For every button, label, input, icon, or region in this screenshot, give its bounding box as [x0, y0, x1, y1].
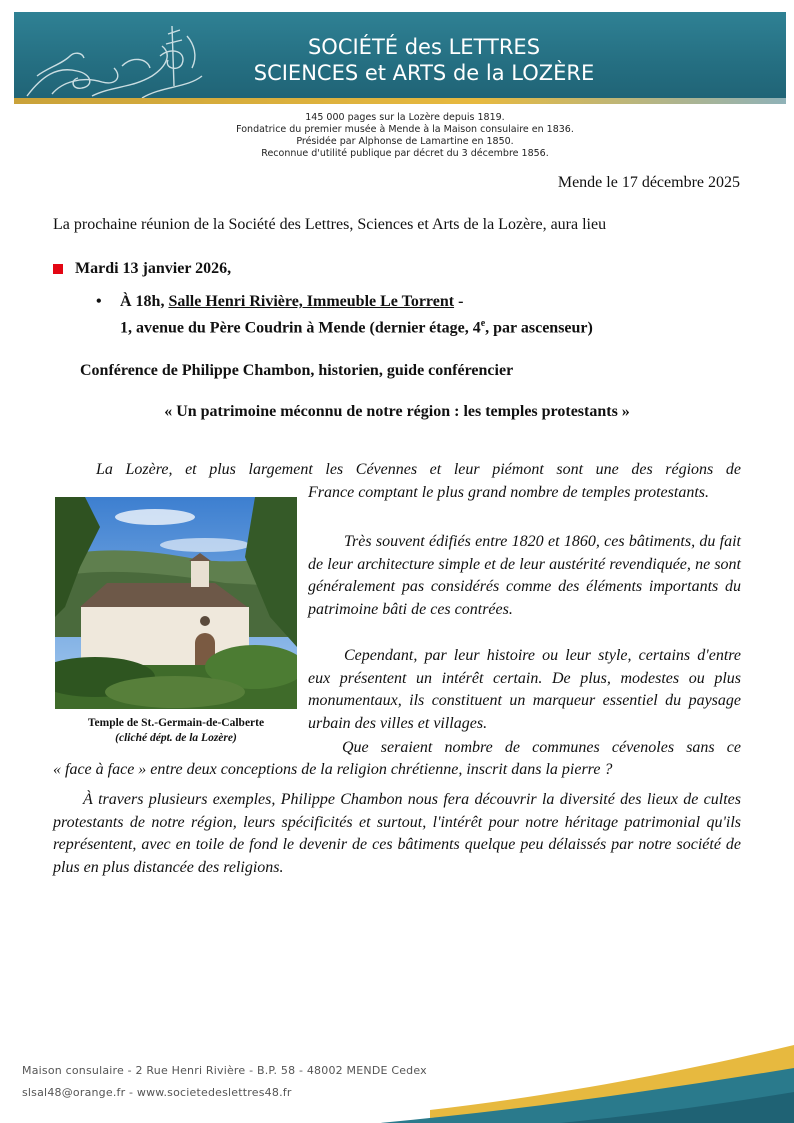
society-emblem-drawing — [22, 16, 212, 100]
event-venue — [98, 291, 593, 339]
paragraph-4-line-1 — [342, 737, 741, 760]
venue-dash: - — [454, 293, 464, 310]
photo-caption-place: Temple de St.-Germain-de-Calberte — [87, 717, 265, 729]
venue-address-end: , par ascenseur) — [485, 319, 593, 337]
society-title-line1: SOCIÉTÉ des LETTRES — [307, 35, 541, 59]
paragraph-1-line-1 — [96, 459, 741, 482]
venue-time: À 18h, — [120, 293, 169, 310]
footer-decorative-wave — [0, 1040, 794, 1123]
event-date-text: Mardi 13 janvier 2026, — [75, 260, 232, 277]
paragraph-5: À travers plusieurs exemples, Philippe Chambon nous fera découvrir la diversité des lieux de cultes protestants de notre région, leurs spécificités et surtout, l'intérêt pour notre héritage patrimonial qu'ils représentent, avec en toile de fond le devenir de ces bâtiments quelque peu délaissés par notre société de plus en plus distancée des religions. — [53, 791, 741, 876]
temple-photo-drawing — [55, 497, 297, 709]
photo-caption — [55, 716, 297, 746]
photo-caption-credit: (cliché dépt. de la Lozère) — [115, 732, 237, 744]
paragraph-1-rest: France comptant le plus grand nombre de temples protestants. — [308, 484, 709, 501]
venue-address: 1, avenue du Père Coudrin à Mende (dernier étage, 4 — [120, 319, 481, 337]
society-title — [214, 34, 634, 86]
founding-info — [200, 112, 610, 160]
founding-info-line: Reconnue d'utilité publique par décret du 3 décembre 1856. — [261, 148, 549, 159]
meeting-intro: La prochaine réunion de la Société des Lettres, Sciences et Arts de la Lozère, aura lieu — [53, 216, 607, 233]
venue-floor-superscript: e — [480, 318, 486, 329]
founding-info-line: Présidée par Alphonse de Lamartine en 1850. — [296, 136, 514, 147]
temple-photo — [55, 497, 297, 709]
talk-title: « Un patrimoine méconnu de notre région : les temples protestants » — [164, 403, 630, 420]
paragraph-4-line-2: « face à face » entre deux conceptions de la religion chrétienne, inscrit dans la pierre ? — [53, 761, 613, 778]
banner-accent-stripe — [14, 98, 786, 104]
header-banner — [14, 12, 786, 104]
bullet-icon: • — [96, 293, 102, 310]
founding-info-line: Fondatrice du premier musée à Mende à la Maison consulaire en 1836. — [236, 124, 574, 135]
letter-date: Mende le 17 décembre 2025 — [557, 174, 740, 191]
red-square-marker-icon — [53, 264, 63, 274]
paragraph-1-line-1-text: La Lozère, et plus largement les Cévennes et leur piémont sont une des régions de — [96, 461, 741, 478]
founding-info-line: 145 000 pages sur la Lozère depuis 1819. — [305, 112, 505, 123]
venue-name: Salle Henri Rivière, Immeuble Le Torrent — [168, 293, 455, 310]
society-title-line2: SCIENCES et ARTS de la LOZÈRE — [253, 61, 595, 85]
paragraph-3: Cependant, par leur histoire ou leur style, certains d'entre eux présentent un intérêt certain. De plus, modestes ou plus monumentaux, ils constituent un marqueur essentiel du paysage urbain des villes et villages. — [308, 647, 741, 732]
footer-contact: slsal48@orange.fr - www.societedeslettres48.fr — [22, 1086, 292, 1099]
event-date — [53, 260, 231, 278]
footer-address: Maison consulaire - 2 Rue Henri Rivière - B.P. 58 - 48002 MENDE Cedex — [22, 1064, 427, 1077]
conference-speaker: Conférence de Philippe Chambon, historien, guide conférencier — [80, 362, 514, 379]
paragraph-4-line-1-text: Que seraient nombre de communes cévenoles sans ce — [342, 739, 741, 756]
paragraph-2: Très souvent édifiés entre 1820 et 1860, ces bâtiments, du fait de leur architecture simple et de leur austérité revendiquée, ne sont généralement pas considérés comme des éléments importants du patrimoine bâti de ces contrées. — [308, 533, 741, 618]
